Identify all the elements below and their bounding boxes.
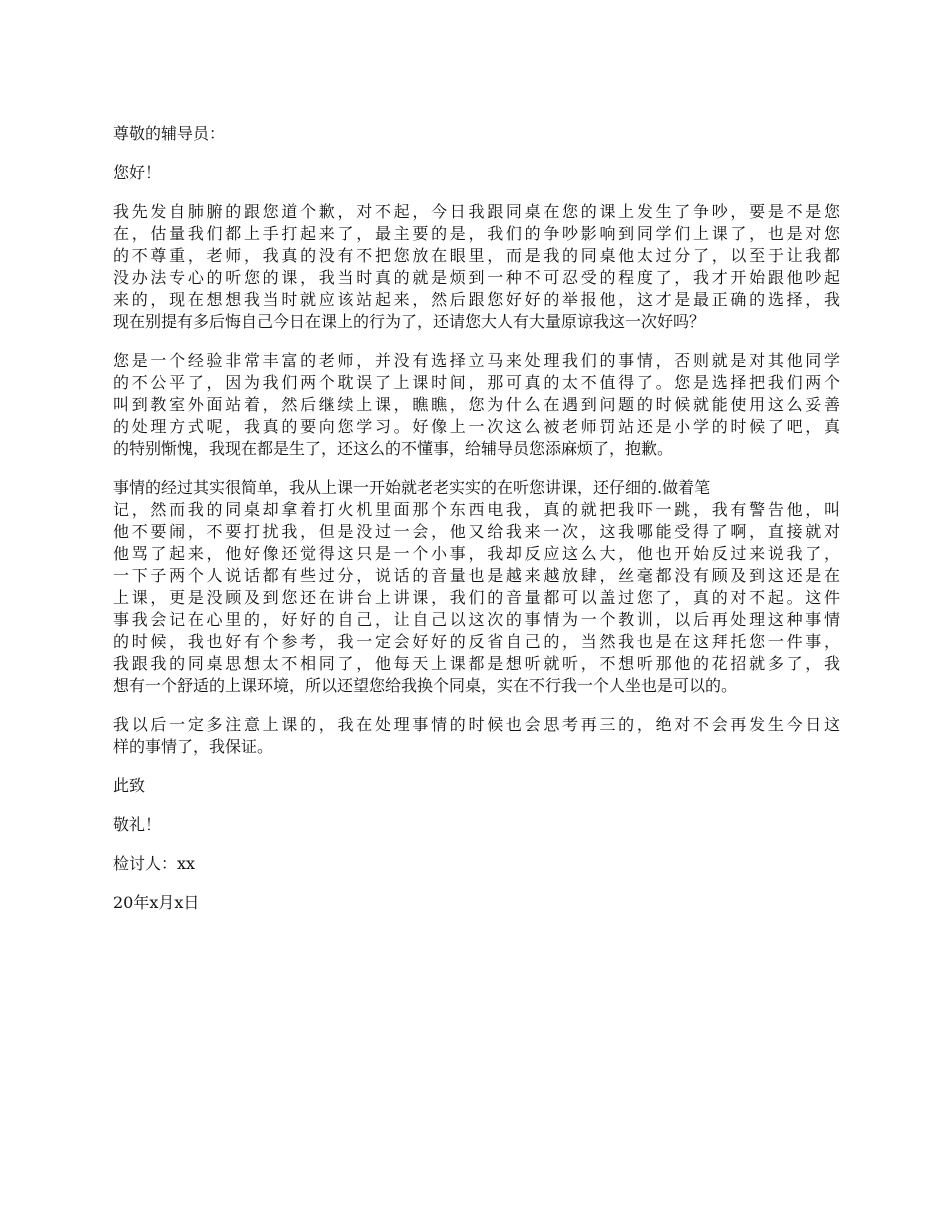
paragraph-line: 我以后一定多注意上课的，我在处理事情的时候也会思考再三的，绝对不会再发生今日这 bbox=[113, 715, 840, 734]
paragraph-line: 的不尊重，老师，我真的没有不把您放在眼里，而是我的同桌他太过分了，以至于让我都 bbox=[113, 246, 840, 265]
paragraph-line: 他骂了起来，他好像还觉得这只是一个小事，我却反应这么大，他也开始反过来说我了， bbox=[113, 544, 840, 563]
paragraph-line: 的处理方式呢，我真的要向您学习。好像上一次这么被老师罚站还是小学的时候了吧，真 bbox=[113, 417, 840, 436]
body-paragraph-incident bbox=[113, 477, 840, 697]
paragraph-line: 我先发自肺腑的跟您道个歉，对不起，今日我跟同桌在您的课上发生了争吵，要是不是您 bbox=[113, 202, 840, 221]
closing: 此致 bbox=[113, 776, 146, 795]
paragraph-line: 的不公平了，因为我们两个耽误了上课时间，那可真的太不值得了。您是选择把我们两个 bbox=[113, 373, 840, 392]
paragraph-line: 事情的经过其实很简单，我从上课一开始就老老实实的在听您讲课，还仔细的.做着笔 bbox=[113, 478, 711, 497]
paragraph-line: 上课，更是没顾及到您还在讲台上讲课，我们的音量都可以盖过您了，真的对不起。这件 bbox=[113, 588, 840, 607]
letter-page bbox=[113, 123, 840, 931]
paragraph-line: 事我会记在心里的，好好的自己，让自己以这次的事情为一个教训，以后再处理这种事情 bbox=[113, 610, 840, 629]
paragraph-line: 他不要闹，不要打扰我，但是没过一会，他又给我来一次，这我哪能受得了啊，直接就对 bbox=[113, 522, 840, 541]
paragraph-line: 叫到教室外面站着，然后继续上课，瞧瞧，您为什么在遇到问题的时候就能使用这么妥善 bbox=[113, 395, 840, 414]
paragraph-line: 的时候，我也好有个参考，我一定会好好的反省自己的，当然我也是在这拜托您一件事， bbox=[113, 632, 840, 651]
paragraph-line: 的特别惭愧，我现在都是生了，还这么的不懂事，给辅导员您添麻烦了，抱歉。 bbox=[113, 439, 674, 458]
paragraph-line: 记，然而我的同桌却拿着打火机里面那个东西电我，真的就把我吓一跳，我有警告他，叫 bbox=[113, 500, 840, 519]
date: 20年x月x日 bbox=[113, 893, 200, 912]
paragraph-line: 一下子两个人说话都有些过分，说话的音量也是越来越放肆，丝毫都没有顾及到这还是在 bbox=[113, 566, 840, 585]
body-paragraph-promise bbox=[113, 714, 840, 758]
paragraph-line: 没办法专心的听您的课，我当时真的就是烦到一种不可忍受的程度了，我才开始跟他吵起 bbox=[113, 268, 840, 287]
body-paragraph-apology bbox=[113, 201, 840, 333]
paragraph-line: 现在别提有多后悔自己今日在课上的行为了，还请您大人有大量原谅我这一次好吗？ bbox=[113, 312, 706, 331]
paragraph-line: 想有一个舒适的上课环境，所以还望您给我换个同桌，实在不行我一个人坐也是可以的。 bbox=[113, 676, 738, 695]
paragraph-line: 您是一个经验非常丰富的老师，并没有选择立马来处理我们的事情，否则就是对其他同学 bbox=[113, 351, 840, 370]
greeting: 您好！ bbox=[113, 163, 162, 182]
salutation: 尊敬的辅导员： bbox=[113, 124, 226, 143]
body-paragraph-teacher bbox=[113, 350, 840, 460]
paragraph-line: 来的，现在想想我当时就应该站起来，然后跟您好好的举报他，这才是最正确的选择，我 bbox=[113, 290, 840, 309]
paragraph-line: 我跟我的同桌思想太不相同了，他每天上课都是想听就听，不想听那他的花招就多了，我 bbox=[113, 654, 840, 673]
regards: 敬礼！ bbox=[113, 815, 162, 834]
paragraph-line: 样的事情了，我保证。 bbox=[113, 737, 274, 756]
paragraph-line: 在，估量我们都上手打起来了，最主要的是，我们的争吵影响到同学们上课了，也是对您 bbox=[113, 224, 840, 243]
signature: 检讨人：xx bbox=[113, 854, 196, 873]
